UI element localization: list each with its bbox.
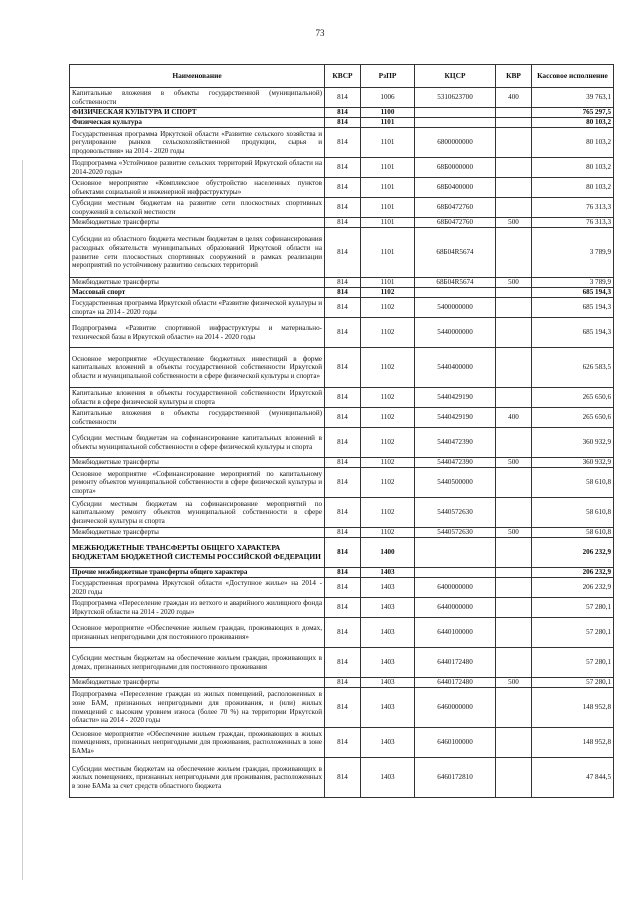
table-body (70, 88, 614, 798)
row-amount-cell: 685 194,3 (532, 298, 614, 318)
row-kvr-cell (496, 538, 532, 568)
row-kvsr-cell: 814 (325, 618, 361, 648)
table-row (70, 348, 614, 388)
row-rzpr-cell: 1400 (361, 538, 415, 568)
row-kvsr-cell: 814 (325, 198, 361, 218)
row-kvr-cell (496, 158, 532, 178)
row-kvr-cell: 500 (496, 458, 532, 468)
row-kcsr-cell: 68Б04R5674 (415, 278, 496, 288)
table-row (70, 108, 614, 118)
row-kvr-cell: 500 (496, 278, 532, 288)
row-kvsr-cell: 814 (325, 298, 361, 318)
header-amount: Кассовое исполнение (532, 65, 614, 88)
row-kvsr-cell: 814 (325, 648, 361, 678)
row-kcsr-cell: 5310623700 (415, 88, 496, 108)
row-kvr-cell (496, 128, 532, 158)
header-kvr: КВР (496, 65, 532, 88)
row-rzpr-cell: 1101 (361, 178, 415, 198)
row-kvr-cell (496, 728, 532, 758)
row-amount-cell: 57 280,1 (532, 618, 614, 648)
row-kvsr-cell: 814 (325, 528, 361, 538)
row-amount-cell: 148 952,8 (532, 688, 614, 728)
row-kvsr-cell: 814 (325, 758, 361, 798)
row-kvsr-cell: 814 (325, 278, 361, 288)
row-name-cell: Прочие межбюджетные трансферты общего характера (70, 568, 325, 578)
row-name-cell: Капитальные вложения в объекты государственной (муниципальной) собственности (70, 408, 325, 428)
row-kcsr-cell: 5440572630 (415, 528, 496, 538)
row-name-cell: Массовый спорт (70, 288, 325, 298)
table-row (70, 178, 614, 198)
row-name-cell: Подпрограмма «Переселение граждан из ветхого и аварийного жилищного фонда Иркутской области на 2014 - 2020 годы» (70, 598, 325, 618)
row-name-cell: Субсидии из областного бюджета местным бюджетам в целях софинансирования расходных обязательств муниципальных образований Иркутской области на развитие сети плоскостных спортивных сооружений в рамках реализации мероприятий по устойчивому развитию сельских территорий (70, 228, 325, 278)
row-name-cell: Основное мероприятие «Софинансирование мероприятий по капитальному ремонту объектов муниципальной собственности в сфере физической культуры и спорта» (70, 468, 325, 498)
row-name-cell: Государственная программа Иркутской области «Развитие физической культуры и спорта» на 2014 - 2020 годы (70, 298, 325, 318)
table-row (70, 198, 614, 218)
row-rzpr-cell: 1102 (361, 388, 415, 408)
row-kcsr-cell: 5440429190 (415, 408, 496, 428)
row-kvsr-cell: 814 (325, 458, 361, 468)
row-rzpr-cell: 1403 (361, 618, 415, 648)
table-row (70, 218, 614, 228)
row-rzpr-cell: 1101 (361, 218, 415, 228)
table-row (70, 318, 614, 348)
row-kvsr-cell: 814 (325, 468, 361, 498)
row-kvr-cell (496, 578, 532, 598)
row-amount-cell: 206 232,9 (532, 538, 614, 568)
row-amount-cell: 47 844,5 (532, 758, 614, 798)
row-kcsr-cell: 6440172480 (415, 648, 496, 678)
row-name-cell: Государственная программа Иркутской области «Развитие сельского хозяйства и регулирование рынков сельскохозяйственной продукции, сырья и продовольствия» на 2014 - 2020 годы (70, 128, 325, 158)
row-rzpr-cell: 1102 (361, 468, 415, 498)
row-kvsr-cell: 814 (325, 408, 361, 428)
table-row (70, 128, 614, 158)
row-kcsr-cell: 6800000000 (415, 128, 496, 158)
table-row (70, 578, 614, 598)
row-rzpr-cell: 1403 (361, 728, 415, 758)
row-kvr-cell (496, 428, 532, 458)
row-rzpr-cell: 1403 (361, 688, 415, 728)
row-kvsr-cell: 814 (325, 688, 361, 728)
row-kvr-cell (496, 198, 532, 218)
row-rzpr-cell: 1102 (361, 318, 415, 348)
row-kvr-cell: 400 (496, 408, 532, 428)
row-kcsr-cell: 68Б0400000 (415, 178, 496, 198)
table-row (70, 298, 614, 318)
table-row (70, 528, 614, 538)
row-amount-cell: 57 280,1 (532, 678, 614, 688)
row-kvr-cell (496, 348, 532, 388)
row-kcsr-cell: 6400000000 (415, 578, 496, 598)
row-amount-cell: 76 313,3 (532, 218, 614, 228)
table-row (70, 568, 614, 578)
row-name-cell: Субсидии местным бюджетам на софинансирование капитальных вложений в объекты муниципальной собственности в сфере физической культуры и спорта (70, 428, 325, 458)
row-kcsr-cell: 5440000000 (415, 318, 496, 348)
row-kcsr-cell (415, 108, 496, 118)
row-rzpr-cell: 1101 (361, 278, 415, 288)
row-amount-cell: 148 952,8 (532, 728, 614, 758)
row-amount-cell: 626 583,5 (532, 348, 614, 388)
row-name-cell: Основное мероприятие «Обеспечение жильем граждан, проживающих в жилых помещениях, признанных непригодными для проживания, расположенных в зоне БАМа» (70, 728, 325, 758)
row-kvsr-cell: 814 (325, 88, 361, 108)
row-kcsr-cell (415, 538, 496, 568)
row-amount-cell: 685 194,3 (532, 288, 614, 298)
row-kcsr-cell (415, 118, 496, 128)
table-row (70, 688, 614, 728)
row-name-cell: Подпрограмма «Устойчивое развитие сельских территорий Иркутской области на 2014-2020 годы» (70, 158, 325, 178)
row-kvsr-cell: 814 (325, 678, 361, 688)
row-amount-cell: 685 194,3 (532, 318, 614, 348)
table-row (70, 388, 614, 408)
row-rzpr-cell: 1101 (361, 118, 415, 128)
row-kvr-cell: 400 (496, 88, 532, 108)
row-name-cell: Основное мероприятие «Обеспечение жильем граждан, проживающих в домах, признанных непригодными для постоянного проживания» (70, 618, 325, 648)
row-kvr-cell (496, 648, 532, 678)
row-amount-cell: 76 313,3 (532, 198, 614, 218)
row-name-cell: Подпрограмма «Переселение граждан из жилых помещений, расположенных в зоне БАМ, признанных непригодными для проживания, и (или) жилых помещений с высоким уровнем износа (более 70 %) на территории Иркутской области» на 2014 - 2020 годы (70, 688, 325, 728)
row-name-cell: Физическая культура (70, 118, 325, 128)
row-kvsr-cell: 814 (325, 728, 361, 758)
row-amount-cell: 80 103,2 (532, 178, 614, 198)
row-amount-cell: 80 103,2 (532, 118, 614, 128)
table-row (70, 538, 614, 568)
row-kvr-cell (496, 468, 532, 498)
row-kvsr-cell: 814 (325, 498, 361, 528)
row-rzpr-cell: 1101 (361, 198, 415, 218)
row-rzpr-cell: 1006 (361, 88, 415, 108)
row-name-cell: Капитальные вложения в объекты государственной (муниципальной) собственности (70, 88, 325, 108)
row-kvsr-cell: 814 (325, 598, 361, 618)
row-kvsr-cell: 814 (325, 108, 361, 118)
row-kvr-cell: 500 (496, 528, 532, 538)
row-kvr-cell (496, 228, 532, 278)
row-kvsr-cell: 814 (325, 428, 361, 458)
row-kvr-cell: 500 (496, 678, 532, 688)
row-amount-cell: 3 789,9 (532, 278, 614, 288)
row-amount-cell: 206 232,9 (532, 578, 614, 598)
row-kcsr-cell: 5400000000 (415, 298, 496, 318)
row-rzpr-cell: 1102 (361, 408, 415, 428)
row-kcsr-cell: 6460100000 (415, 728, 496, 758)
row-kcsr-cell: 5440472390 (415, 428, 496, 458)
row-kvsr-cell: 814 (325, 228, 361, 278)
row-kcsr-cell: 6460172810 (415, 758, 496, 798)
table-row (70, 288, 614, 298)
row-amount-cell: 39 763,1 (532, 88, 614, 108)
table-row (70, 118, 614, 128)
row-kvsr-cell: 814 (325, 318, 361, 348)
table-row (70, 618, 614, 648)
row-name-cell: Капитальные вложения в объекты государственной собственности Иркутской области в сфере физической культуры и спорта (70, 388, 325, 408)
row-rzpr-cell: 1102 (361, 498, 415, 528)
table-row (70, 408, 614, 428)
row-name-cell: Межбюджетные трансферты (70, 278, 325, 288)
row-kvr-cell (496, 498, 532, 528)
row-name-cell: Субсидии местным бюджетам на обеспечение жильем граждан, проживающих в домах, признанных непригодными для постоянного проживания (70, 648, 325, 678)
row-kvr-cell (496, 288, 532, 298)
row-kcsr-cell: 68Б0472760 (415, 218, 496, 228)
row-name-cell: Межбюджетные трансферты (70, 458, 325, 468)
row-name-cell: ФИЗИЧЕСКАЯ КУЛЬТУРА И СПОРТ (70, 108, 325, 118)
table-row (70, 648, 614, 678)
row-rzpr-cell: 1403 (361, 648, 415, 678)
row-kcsr-cell (415, 568, 496, 578)
row-kcsr-cell: 6440172480 (415, 678, 496, 688)
row-amount-cell: 265 650,6 (532, 408, 614, 428)
row-rzpr-cell: 1102 (361, 428, 415, 458)
row-rzpr-cell: 1102 (361, 288, 415, 298)
row-kcsr-cell: 5440400000 (415, 348, 496, 388)
header-kcsr: КЦСР (415, 65, 496, 88)
row-rzpr-cell: 1100 (361, 108, 415, 118)
row-rzpr-cell: 1403 (361, 578, 415, 598)
row-kcsr-cell: 5440429190 (415, 388, 496, 408)
table-row (70, 458, 614, 468)
row-kvsr-cell: 814 (325, 538, 361, 568)
row-rzpr-cell: 1102 (361, 298, 415, 318)
row-rzpr-cell: 1403 (361, 568, 415, 578)
row-amount-cell: 57 280,1 (532, 598, 614, 618)
row-rzpr-cell: 1403 (361, 758, 415, 798)
row-amount-cell: 360 932,9 (532, 428, 614, 458)
page-number: 73 (315, 28, 325, 38)
row-amount-cell: 765 297,5 (532, 108, 614, 118)
row-name-cell: Межбюджетные трансферты (70, 528, 325, 538)
row-kvr-cell: 500 (496, 218, 532, 228)
row-rzpr-cell: 1101 (361, 158, 415, 178)
row-kvr-cell (496, 178, 532, 198)
row-rzpr-cell: 1403 (361, 678, 415, 688)
table-row (70, 678, 614, 688)
table-row (70, 278, 614, 288)
row-kvr-cell (496, 568, 532, 578)
row-kvsr-cell: 814 (325, 118, 361, 128)
row-name-cell: Субсидии местным бюджетам на развитие сети плоскостных спортивных сооружений в сельской местности (70, 198, 325, 218)
table-row (70, 158, 614, 178)
table-row (70, 468, 614, 498)
row-kcsr-cell: 6440100000 (415, 618, 496, 648)
header-kvsr: КВСР (325, 65, 361, 88)
row-kvsr-cell: 814 (325, 178, 361, 198)
row-rzpr-cell: 1101 (361, 228, 415, 278)
table-row (70, 428, 614, 458)
header-rzpr: РзПР (361, 65, 415, 88)
table-header-row (70, 65, 614, 88)
table-row (70, 598, 614, 618)
row-kcsr-cell: 68Б04R5674 (415, 228, 496, 278)
row-name-cell: Государственная программа Иркутской области «Доступное жилье» на 2014 - 2020 годы (70, 578, 325, 598)
row-kcsr-cell (415, 288, 496, 298)
row-kvsr-cell: 814 (325, 218, 361, 228)
row-kvr-cell (496, 758, 532, 798)
row-rzpr-cell: 1403 (361, 598, 415, 618)
row-amount-cell: 80 103,2 (532, 128, 614, 158)
row-kvsr-cell: 814 (325, 578, 361, 598)
row-amount-cell: 360 932,9 (532, 458, 614, 468)
row-kvsr-cell: 814 (325, 348, 361, 388)
row-name-cell: Субсидии местным бюджетам на обеспечение жильем граждан, проживающих в жилых помещениях, признанных непригодными для проживания, расположенных в зоне БАМа за счет средств областного бюджета (70, 758, 325, 798)
row-kcsr-cell: 68Б0472760 (415, 198, 496, 218)
row-amount-cell: 58 610,8 (532, 468, 614, 498)
row-name-cell: МЕЖБЮДЖЕТНЫЕ ТРАНСФЕРТЫ ОБЩЕГО ХАРАКТЕРА БЮДЖЕТАМ БЮДЖЕТНОЙ СИСТЕМЫ РОССИЙСКОЙ ФЕДЕРАЦИИ (70, 538, 325, 568)
row-name-cell: Подпрограмма «Развитие спортивной инфраструктуры и материально- технической базы в Иркутской области» на 2014 - 2020 годы (70, 318, 325, 348)
row-rzpr-cell: 1102 (361, 528, 415, 538)
row-name-cell: Основное мероприятие «Комплексное обустройство населенных пунктов объектами социальной и инженерной инфраструктуры» (70, 178, 325, 198)
row-amount-cell: 206 232,9 (532, 568, 614, 578)
row-amount-cell: 57 280,1 (532, 648, 614, 678)
row-kcsr-cell: 6460000000 (415, 688, 496, 728)
table-row (70, 728, 614, 758)
row-kvsr-cell: 814 (325, 128, 361, 158)
row-kcsr-cell: 5440572630 (415, 498, 496, 528)
row-kvr-cell (496, 318, 532, 348)
row-name-cell: Основное мероприятие «Осуществление бюджетных инвестиций в форме капитальных вложений в объекты государственной собственности Иркутской области и муниципальной собственности в сфере физической культуры и спорта» (70, 348, 325, 388)
row-kvsr-cell: 814 (325, 568, 361, 578)
row-kvsr-cell: 814 (325, 388, 361, 408)
row-kvr-cell (496, 118, 532, 128)
row-name-cell: Межбюджетные трансферты (70, 218, 325, 228)
table-row (70, 88, 614, 108)
row-kcsr-cell: 6440000000 (415, 598, 496, 618)
row-name-cell: Межбюджетные трансферты (70, 678, 325, 688)
row-amount-cell: 58 610,8 (532, 498, 614, 528)
row-name-cell: Субсидии местным бюджетам на софинансирование мероприятий по капитальному ремонту объектов муниципальной собственности в сфере физической культуры и спорта (70, 498, 325, 528)
row-amount-cell: 3 789,9 (532, 228, 614, 278)
row-kvr-cell (496, 298, 532, 318)
row-kvr-cell (496, 108, 532, 118)
row-rzpr-cell: 1102 (361, 348, 415, 388)
scan-edge-line (22, 160, 23, 880)
row-kvr-cell (496, 598, 532, 618)
row-amount-cell: 58 610,8 (532, 528, 614, 538)
row-rzpr-cell: 1102 (361, 458, 415, 468)
row-amount-cell: 265 650,6 (532, 388, 614, 408)
row-kvr-cell (496, 688, 532, 728)
row-kvsr-cell: 814 (325, 158, 361, 178)
table-row (70, 228, 614, 278)
row-kcsr-cell: 5440472390 (415, 458, 496, 468)
row-kcsr-cell: 5440500000 (415, 468, 496, 498)
header-name: Наименование (70, 65, 325, 88)
table-row (70, 758, 614, 798)
table-row (70, 498, 614, 528)
budget-execution-table (69, 64, 614, 798)
row-kcsr-cell: 68Б0000000 (415, 158, 496, 178)
row-amount-cell: 80 103,2 (532, 158, 614, 178)
row-rzpr-cell: 1101 (361, 128, 415, 158)
row-kvr-cell (496, 618, 532, 648)
row-kvsr-cell: 814 (325, 288, 361, 298)
row-kvr-cell (496, 388, 532, 408)
